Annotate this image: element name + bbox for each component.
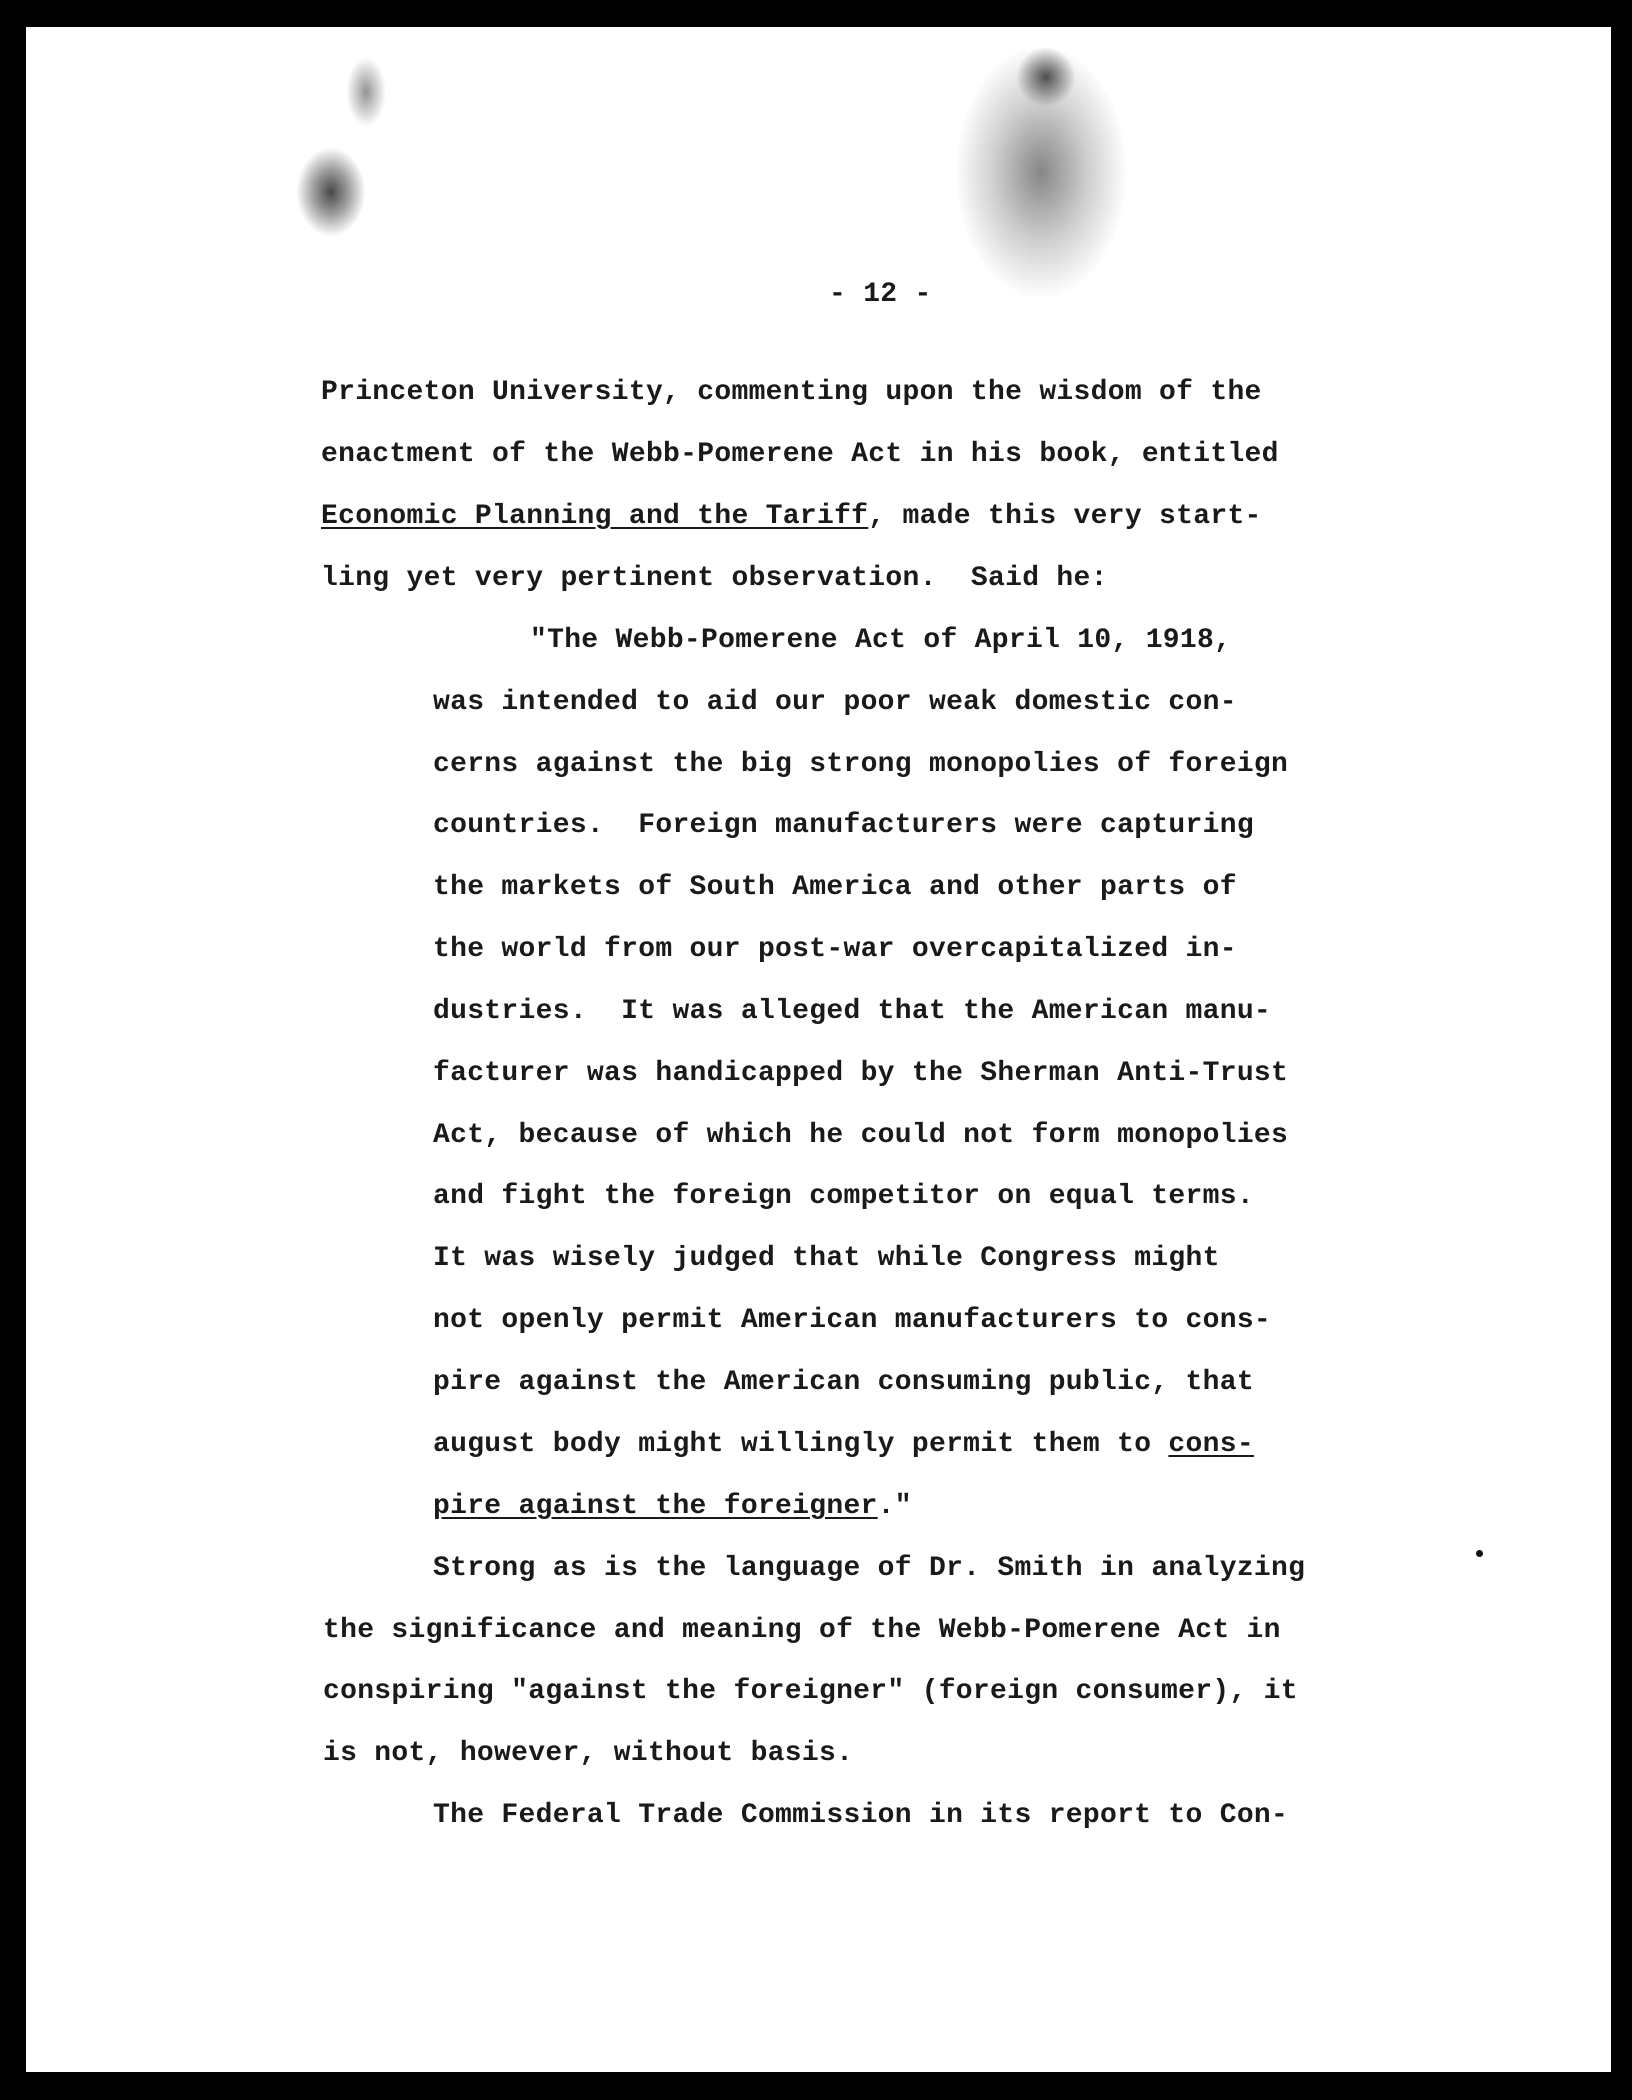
ink-smudge xyxy=(956,47,1126,297)
book-title: Economic Planning and the Tariff xyxy=(321,501,869,532)
paragraph-1-line-3 xyxy=(321,502,1262,532)
paragraph-2-line-3: conspiring "against the foreigner" (foreign consumer), it xyxy=(323,1676,1298,1707)
quote-line-15-underlined: pire against the foreigner xyxy=(433,1491,878,1522)
quote-line-3: cerns against the big strong monopolies of foreign xyxy=(433,749,1289,780)
quote-line-14-start: august body might willingly permit them to xyxy=(433,1429,1169,1460)
ink-smudge xyxy=(296,147,366,237)
paragraph-2-line-1: Strong as is the language of Dr. Smith in analyzing xyxy=(433,1553,1306,1584)
quote-line-1: "The Webb-Pomerene Act of April 10, 1918, xyxy=(530,625,1232,656)
quote-line-12: not openly permit American manufacturers to cons- xyxy=(433,1305,1272,1336)
paragraph-1-line-2: enactment of the Webb-Pomerene Act in his book, entitled xyxy=(321,439,1279,470)
quote-line-8: facturer was handicapped by the Sherman Anti-Trust xyxy=(433,1058,1289,1089)
ink-smudge xyxy=(1016,47,1076,107)
paragraph-1-line-4: ling yet very pertinent observation. Said he: xyxy=(321,563,1108,594)
quote-line-11: It was wisely judged that while Congress might xyxy=(433,1243,1220,1274)
paragraph-1-line-3-rest: , made this very start- xyxy=(868,501,1262,532)
page-number: - 12 - xyxy=(829,279,932,310)
quote-line-9: Act, because of which he could not form monopolies xyxy=(433,1120,1289,1151)
quote-line-14-underlined: cons- xyxy=(1168,1429,1254,1460)
quote-line-15-end: ." xyxy=(877,1491,912,1522)
quote-line-2: was intended to aid our poor weak domestic con- xyxy=(433,687,1237,718)
quote-line-15 xyxy=(433,1492,912,1522)
quote-line-10: and fight the foreign competitor on equal terms. xyxy=(433,1181,1254,1212)
paragraph-3-line-1: The Federal Trade Commission in its report to Con- xyxy=(433,1800,1289,1831)
quote-line-7: dustries. It was alleged that the American manu- xyxy=(433,996,1272,1027)
ink-dot xyxy=(1476,1550,1483,1557)
quote-line-6: the world from our post-war overcapitalized in- xyxy=(433,934,1237,965)
document-page xyxy=(26,27,1611,2072)
paragraph-1-line-1: Princeton University, commenting upon the wisdom of the xyxy=(321,377,1262,408)
quote-line-4: countries. Foreign manufacturers were capturing xyxy=(433,810,1254,841)
quote-line-5: the markets of South America and other parts of xyxy=(433,872,1237,903)
quote-line-14 xyxy=(433,1430,1254,1460)
quote-line-13: pire against the American consuming public, that xyxy=(433,1367,1254,1398)
ink-smudge xyxy=(346,57,386,127)
paragraph-2-line-2: the significance and meaning of the Webb-Pomerene Act in xyxy=(323,1615,1281,1646)
paragraph-2-line-4: is not, however, without basis. xyxy=(323,1738,854,1769)
